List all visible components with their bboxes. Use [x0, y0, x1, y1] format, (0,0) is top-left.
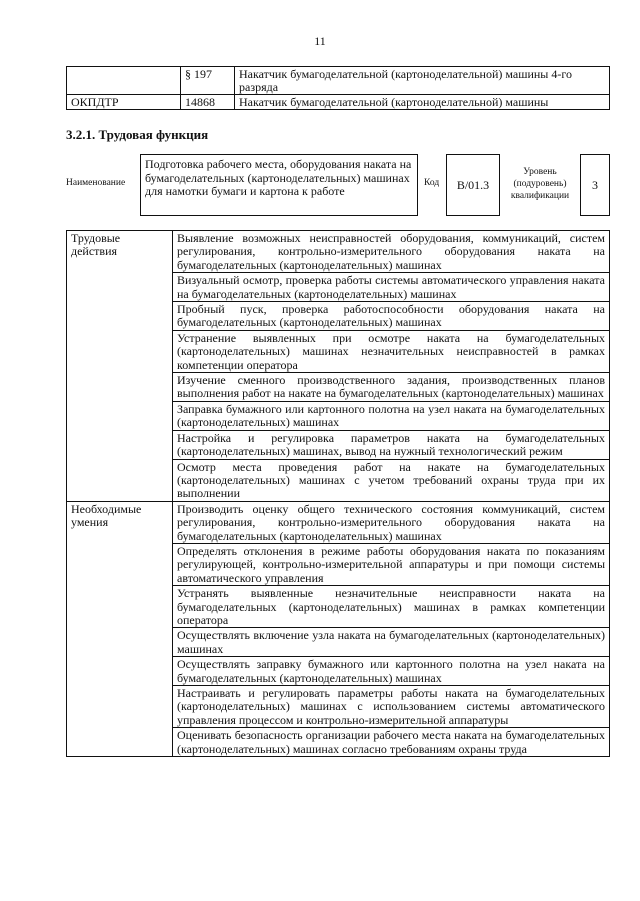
- list-item: Осмотр места проведения работ на накате на бумагоделательных (картоноделательных) машинах с учетом требований охраны труда при их выполнении: [173, 459, 610, 501]
- code-type-cell: ОКПДТР: [67, 95, 181, 110]
- function-name-box: Подготовка рабочего места, оборудования наката на бумагоделательных (картоноделательных) машинах для намотки бумаги и картона к работе: [140, 154, 418, 216]
- list-item: Настраивать и регулировать параметры работы наката на бумагоделательных (картоноделательных) машинах с использованием системы автоматического управления процессом и контрольно-измерительной аппаратуры: [173, 686, 610, 728]
- labor-function-header: [66, 154, 610, 216]
- list-item: Определять отклонения в режиме работы оборудования наката по показаниям регулирующей, контрольно-измерительной аппаратуры и при помощи системы автоматического управления: [173, 543, 610, 585]
- qualification-level-label: Уровень (подуровень) квалификации: [510, 167, 570, 201]
- list-item: Осуществлять заправку бумажного или картонного полотна на узел наката на бумагоделательных (картоноделательных) машинах: [173, 657, 610, 686]
- table-row: [67, 501, 610, 543]
- name-label: Наименование: [66, 178, 126, 188]
- section-title: 3.2.1. Трудовая функция: [66, 127, 209, 142]
- occupation-name-cell: Накатчик бумагоделательной (картоноделательной) машины 4-го разряда: [235, 67, 610, 95]
- occupation-name-cell: Накатчик бумагоделательной (картоноделательной) машины: [235, 95, 610, 110]
- code-type-cell: [67, 67, 181, 95]
- table-row: [67, 67, 610, 95]
- list-item: Заправка бумажного или картонного полотна на узел наката на бумагоделательных (картоноделательных) машинах: [173, 401, 610, 430]
- category-cell: Необходимые умения: [67, 501, 173, 756]
- list-item: Устранять выявленные незначительные неисправности наката на бумагоделательных (картоноделательных) машинах в рамках компетенции оператора: [173, 586, 610, 628]
- category-cell: Трудовые действия: [67, 231, 173, 502]
- occupation-codes-table: [66, 66, 610, 110]
- list-item: Осуществлять включение узла наката на бумагоделательных (картоноделательных) машинах: [173, 628, 610, 657]
- table-row: [67, 231, 610, 273]
- code-label: Код: [424, 178, 440, 188]
- list-item: Выявление возможных неисправностей оборудования, коммуникаций, систем регулирования, контрольно-измерительного оборудования наката на бумагоделательных (картоноделательных) машинах: [173, 231, 610, 273]
- function-code-box: B/01.3: [446, 154, 500, 216]
- list-item: Пробный пуск, проверка работоспособности оборудования наката на бумагоделательных (картоноделательных) машинах: [173, 302, 610, 331]
- table-row: [67, 95, 610, 110]
- list-item: Устранение выявленных при осмотре наката на бумагоделательных (картоноделательных) машинах незначительных неисправностей в рамках компетенции оператора: [173, 330, 610, 372]
- page-number: 11: [314, 34, 326, 48]
- labor-function-details-table: [66, 230, 610, 757]
- qualification-level-box: 3: [580, 154, 610, 216]
- code-cell: 14868: [181, 95, 235, 110]
- list-item: Производить оценку общего технического состояния коммуникаций, систем регулирования, контрольно-измерительного оборудования наката на бумагоделательных (картоноделательных) машинах: [173, 501, 610, 543]
- list-item: Оценивать безопасность организации рабочего места наката на бумагоделательных (картоноделательных) машинах согласно требованиям охраны труда: [173, 728, 610, 757]
- code-cell: § 197: [181, 67, 235, 95]
- list-item: Настройка и регулировка параметров наката на бумагоделательных (картоноделательных) машинах, вывод на нужный технологический режим: [173, 430, 610, 459]
- list-item: Изучение сменного производственного задания, производственных планов выполнения работ на накате на бумагоделательных (картоноделательных) машинах: [173, 373, 610, 402]
- list-item: Визуальный осмотр, проверка работы системы автоматического управления наката на бумагоделательных (картоноделательных) машинах: [173, 273, 610, 302]
